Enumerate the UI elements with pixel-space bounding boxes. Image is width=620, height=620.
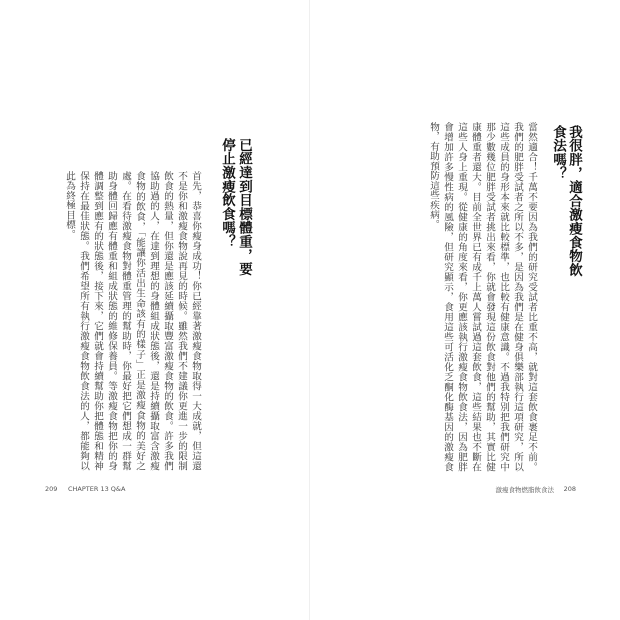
right-page-number: 208: [563, 485, 576, 493]
chapter-label: CHAPTER 13 Q&A: [68, 485, 126, 493]
right-page: [310, 0, 620, 620]
right-page-heading: 我很胖，適合激瘦食物飲食法嗎？: [550, 125, 582, 277]
left-page-body-text: 首先，恭喜你瘦身成功！你已經靠著激瘦食物取得一大成就，但這還不是你和激瘦食物說再見的時候。雖然我們不建議你更進一步的限制飲食的熱量，但你還是應該延續攝取豐富激瘦食物的飲食。許多我們協助過的人，在達到理想的身體組成狀態後，還是持續攝取富含激瘦食物的飲食，「能讓你活出生命該有的樣子」正是激瘦食物的美好之處。在看待激瘦食物對體重管理的幫助時，你最好把它們想成一群幫助身體回歸應有體重和組成狀態的維修保養員。等激瘦食物把你的身體調整到應有的狀態後，接下來，它們就會持續幫助你把體態和精神保持在最佳狀態。我們希望所有執行激瘦食物飲食法的人，都能夠以此為終極目標。: [64, 171, 201, 471]
book-title: 激瘦食物燃脂飲食法: [495, 486, 554, 494]
left-page-heading: 已經達到目標體重，要停止激瘦飲食嗎？: [219, 138, 252, 276]
right-page-body-text: 當然適合！千萬不要因為我們的研究受試者比重不高，就對這套飲食裹足不前。我們的肥胖受試者之所以不多，是因為我們是在健身俱樂部執行這項研究，所以這些成員的身形本來就比較標準，也比較有健康意識。不過我特別把我們研究中那少數幾位肥胖受試者挑出來看，你就會發現這份飲食對他們的幫助，其實比健康體重者還大。目前全世界已有成千上萬人嘗試過這套飲食，這些結果也不斷在這些人身上重現。從健康的角度來看，你更應該執行激瘦食物飲食法，因為肥胖會增加許多慢性病的風險，但研究顯示，食用這些可活化乏酮化酶基因的激瘦食物，有助預防這些疾病。: [428, 122, 537, 472]
left-page-number: 209: [45, 485, 58, 493]
